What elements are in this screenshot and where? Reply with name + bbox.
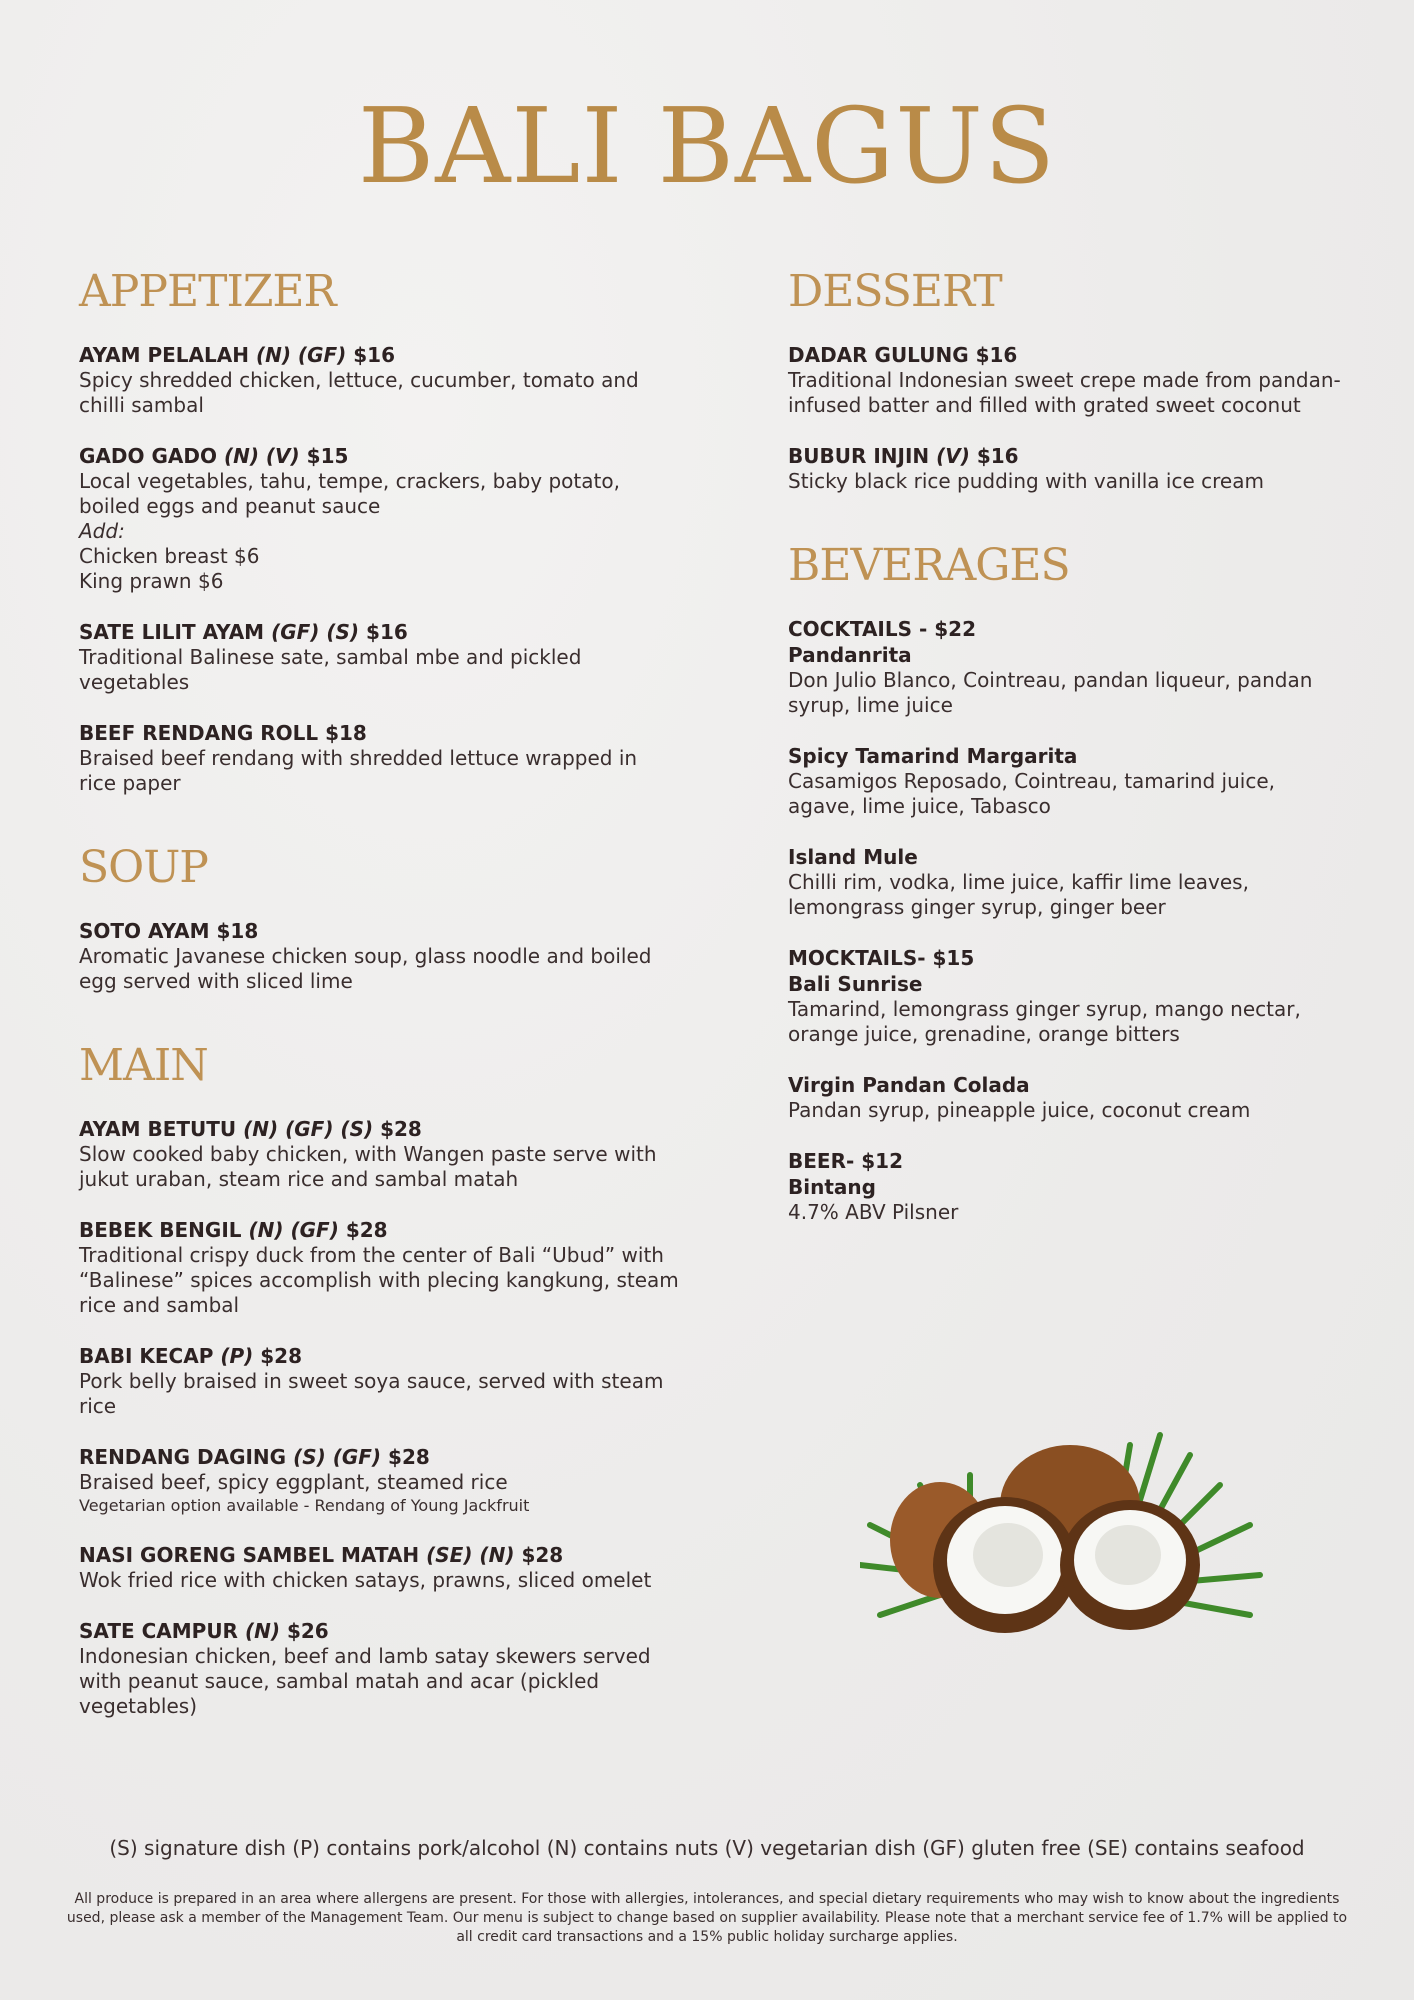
item-name: BEEF RENDANG ROLL: [79, 721, 319, 745]
menu-item: [79, 1116, 679, 1192]
soup-section: [79, 842, 679, 994]
item-header: [79, 918, 679, 944]
drink-item: [788, 844, 1348, 920]
drink-name: Island Mule: [788, 845, 918, 869]
add-label: Add:: [79, 519, 125, 543]
coconut-half-left-core: [973, 1523, 1043, 1587]
coconut-half-right-core: [1095, 1525, 1161, 1585]
item-price: $28: [345, 1218, 388, 1242]
menu-item: [79, 342, 679, 418]
item-header: [79, 1618, 679, 1644]
item-name: SATE LILIT AYAM: [79, 620, 265, 644]
restaurant-title: BALI BAGUS: [357, 85, 1057, 207]
item-header: [79, 1444, 679, 1470]
item-description: Traditional Indonesian sweet crepe made from pandan-infused batter and filled with grated sweet coconut: [788, 368, 1341, 417]
beer-heading: BEER- $12: [788, 1149, 903, 1173]
menu-item: [788, 342, 1348, 418]
menu-item: [79, 443, 679, 594]
item-header: [79, 720, 679, 746]
add-option: Chicken breast $6: [79, 544, 260, 568]
drink-name: Bintang: [788, 1175, 876, 1199]
item-name: RENDANG DAGING: [79, 1445, 287, 1469]
item-price: $18: [325, 721, 367, 745]
beverages-section: [788, 540, 1348, 1225]
item-price: $16: [976, 444, 1019, 468]
item-price: $28: [388, 1445, 430, 1469]
drink-description: Don Julio Blanco, Cointreau, pandan liqueur, pandan syrup, lime juice: [788, 668, 1313, 717]
item-tags: (N) (GF): [248, 1218, 339, 1242]
item-header: [79, 619, 679, 645]
item-tags: (P): [220, 1344, 254, 1368]
item-description: Braised beef rendang with shredded lettuce wrapped in rice paper: [79, 746, 638, 795]
item-price: $28: [380, 1117, 422, 1141]
item-header: [788, 342, 1348, 368]
item-description: Local vegetables, tahu, tempe, crackers, baby potato, boiled eggs and peanut sauce: [79, 469, 620, 518]
drink-name: Bali Sunrise: [788, 972, 923, 996]
drink-name: Pandanrita: [788, 643, 912, 667]
item-tags: (GF) (S): [271, 620, 360, 644]
drink-description: Pandan syrup, pineapple juice, coconut cream: [788, 1098, 1251, 1122]
item-description: Pork belly braised in sweet soya sauce, served with steam rice: [79, 1369, 664, 1418]
item-name: NASI GORENG SAMBEL MATAH: [79, 1543, 420, 1567]
item-tags: (SE) (N): [426, 1543, 515, 1567]
item-tags: (V): [936, 444, 970, 468]
item-name: AYAM PELALAH: [79, 343, 249, 367]
item-header: [79, 1217, 679, 1243]
menu-item: [79, 1542, 679, 1593]
item-header: [79, 1343, 679, 1369]
item-name: BEBEK BENGIL: [79, 1218, 242, 1242]
item-note: Vegetarian option available - Rendang of Young Jackfruit: [79, 1496, 530, 1515]
item-name: DADAR GULUNG: [788, 343, 969, 367]
dietary-legend: (S) signature dish (P) contains pork/alcohol (N) contains nuts (V) vegetarian dish (GF) gluten free (SE) contains seafood: [109, 1836, 1305, 1860]
cocktails-heading: COCKTAILS - $22: [788, 617, 976, 641]
coconut-illustration: [860, 1415, 1280, 1645]
left-column: [79, 266, 679, 1769]
main-section: [79, 1040, 679, 1719]
section-title: DESSERT: [788, 266, 1002, 317]
item-price: $28: [260, 1344, 302, 1368]
item-price: $15: [306, 444, 349, 468]
item-name: GADO GADO: [79, 444, 217, 468]
drink-item: [788, 616, 1348, 718]
drink-description: Casamigos Reposado, Cointreau, tamarind juice, agave, lime juice, Tabasco: [788, 769, 1276, 818]
item-header: [79, 443, 679, 469]
item-description: Traditional crispy duck from the center of Bali “Ubud” with “Balinese” spices accomplish with plecing kangkung, steam rice and sambal: [79, 1243, 679, 1317]
section-title: MAIN: [79, 1040, 208, 1091]
item-name: SOTO AYAM: [79, 919, 210, 943]
item-name: BABI KECAP: [79, 1344, 214, 1368]
item-name: BUBUR INJIN: [788, 444, 930, 468]
drink-item: [788, 743, 1348, 819]
item-description: Aromatic Javanese chicken soup, glass noodle and boiled egg served with sliced lime: [79, 944, 652, 993]
mocktails-heading: MOCKTAILS- $15: [788, 946, 975, 970]
section-title: SOUP: [79, 842, 208, 893]
menu-item: [788, 443, 1348, 494]
item-header: [79, 1116, 679, 1142]
drink-name: Spicy Tamarind Margarita: [788, 744, 1078, 768]
item-tags: (N) (GF): [255, 343, 347, 367]
item-price: $28: [521, 1543, 564, 1567]
item-header: [788, 443, 1348, 469]
drink-description: Chilli rim, vodka, lime juice, kaffir lime leaves, lemongrass ginger syrup, ginger beer: [788, 870, 1249, 919]
item-description: Indonesian chicken, beef and lamb satay skewers served with peanut sauce, sambal matah and acar (pickled vegetables): [79, 1644, 651, 1718]
item-price: $16: [975, 343, 1018, 367]
item-header: [79, 342, 679, 368]
item-price: $26: [286, 1619, 329, 1643]
menu-item: [79, 1217, 679, 1318]
item-tags: (N): [244, 1619, 280, 1643]
item-tags: (N) (GF) (S): [243, 1117, 374, 1141]
drink-description: 4.7% ABV Pilsner: [788, 1200, 959, 1224]
item-tags: (S) (GF): [293, 1445, 382, 1469]
menu-item: [79, 918, 679, 994]
menu-item: [79, 619, 679, 695]
item-price: $16: [353, 343, 396, 367]
section-title: BEVERAGES: [788, 540, 1070, 591]
menu-item: [79, 1444, 679, 1517]
item-description: Slow cooked baby chicken, with Wangen paste serve with jukut uraban, steam rice and sambal matah: [79, 1142, 657, 1191]
item-description: Braised beef, spicy eggplant, steamed rice: [79, 1470, 508, 1494]
appetizer-section: [79, 266, 679, 796]
item-price: $18: [216, 919, 259, 943]
right-column: [788, 266, 1348, 1275]
drink-item: [788, 1072, 1348, 1123]
item-name: AYAM BETUTU: [79, 1117, 237, 1141]
menu-item: [79, 1618, 679, 1719]
item-description: Sticky black rice pudding with vanilla ice cream: [788, 469, 1264, 493]
item-header: [79, 1542, 679, 1568]
drink-name: Virgin Pandan Colada: [788, 1073, 1030, 1097]
add-option: King prawn $6: [79, 569, 224, 593]
item-price: $16: [366, 620, 408, 644]
item-description: Traditional Balinese sate, sambal mbe and pickled vegetables: [79, 645, 582, 694]
item-description: Spicy shredded chicken, lettuce, cucumber, tomato and chilli sambal: [79, 368, 639, 417]
item-description: Wok fried rice with chicken satays, prawns, sliced omelet: [79, 1568, 652, 1592]
menu-item: [79, 720, 679, 796]
drink-description: Tamarind, lemongrass ginger syrup, mango nectar, orange juice, grenadine, orange bitters: [788, 997, 1301, 1046]
item-tags: (N) (V): [223, 444, 300, 468]
menu-item: [79, 1343, 679, 1419]
item-name: SATE CAMPUR: [79, 1619, 238, 1643]
drink-item: [788, 945, 1348, 1047]
allergen-disclaimer: All produce is prepared in an area where allergens are present. For those with allergies, intolerances, and special dietary requirements who may wish to know about the ingredients used, please ask a member of the Management Team. Our menu is subject to change based on supplier availability. Please note that a merchant service fee of 1.7% will be applied to all credit card transactions and a 15% public holiday surcharge applies.: [66, 1891, 1348, 1945]
section-title: APPETIZER: [79, 266, 336, 317]
drink-item: [788, 1148, 1348, 1225]
dessert-section: [788, 266, 1348, 494]
